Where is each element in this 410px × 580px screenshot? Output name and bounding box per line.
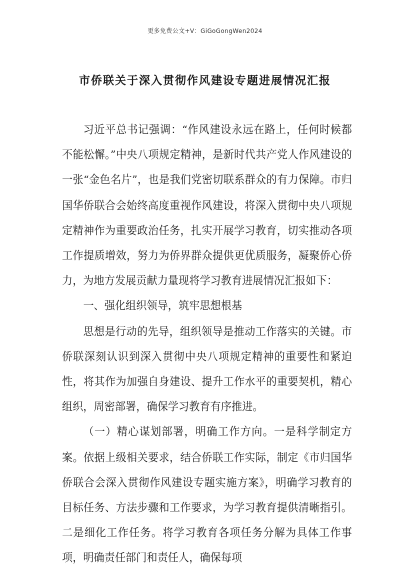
paragraph-intro: 习近平总书记强调：“作风建设永远在路上，任何时候都不能松懈。”中央八项规定精神，是新时代共产党人作风建设的一张“金色名片”，也是我们党密切联系群众的有力保障。市归国华侨联合会始终高度重视作风建设，将深入贯彻中央八项规定精神作为重要政治任务，扎实开展学习教育，切实推动各项工作提质增效，努力为侨界群众提供更优质服务，凝聚侨心侨力，为地方发展贡献力量现将学习教育进展情况汇报如下： [62,124,352,288]
section-heading-1: 一、强化组织领导，筑牢思想根基 [83,300,243,313]
document-title: 市侨联关于深入贯彻作风建设专题进展情况汇报 [79,74,331,87]
paragraph-subsection-1: （一）精心谋划部署，明确工作方向。一是科学制定方案。依据上级相关要求，结合侨联工作实际，制定《市归国华侨联合会深入贯彻作风建设专题实施方案》，明确学习教育的目标任务、方法步骤和工作要求，为学习教育提供清晰指引。二是细化工作任务。将学习教育各项任务分解为具体工作事项，明确责任部门和责任人，确保每项 [62,426,352,565]
paragraph-section-1: 思想是行动的先导，组织领导是推动工作落实的关键。市侨联深刻认识到深入贯彻中央八项规定精神的重要性和紧迫性，将其作为加强自身建设、提升工作水平的重要契机，精心组织，周密部署，确保学习教育有序推进。 [62,325,352,414]
header-note: 更多免费公文+V：GiGoGongWen2024 [147,28,263,35]
document-body [62,118,352,572]
